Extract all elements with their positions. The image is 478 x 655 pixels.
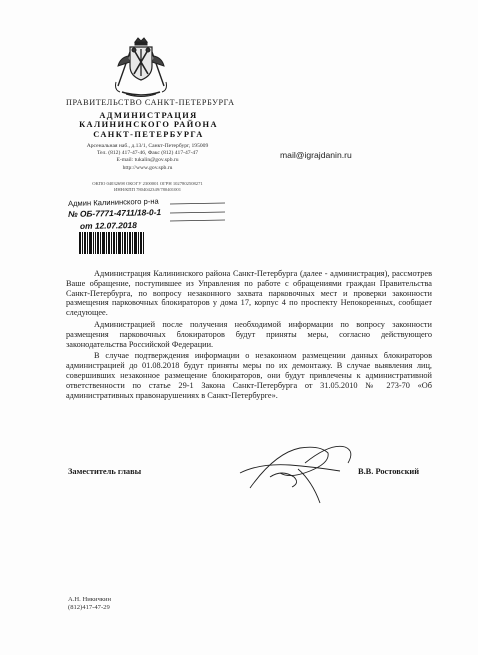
- body-paragraph-1: Администрация Калининского района Санкт-Петербурга (далее - администрация), рассмотрев Ваше обращение, поступившее из Управления по работе с обращениями граждан Правительства Санкт-Петербурга, по вопросу незаконного захвата парковочных мест и проверки законности размещения парковочных блокираторов у дома 17, корпус 4 по проспекту Непокоренных, сообщает следующее.: [66, 269, 432, 318]
- contact-block: [60, 143, 235, 172]
- admin-title-line1: АДМИНИСТРАЦИЯ: [99, 111, 198, 120]
- requisites-block: [60, 181, 235, 194]
- body-paragraph-2: Администрацией после получения необходимой информации по вопросу законности размещения парковочных блокираторов будут приняты меры, согласно действующего законодательства Российской Федерации.: [66, 319, 432, 349]
- signatory-name: В.В. Ростовский: [358, 467, 420, 476]
- address-line: Арсенальная наб., д.13/1, Санкт-Петербург, 195009: [86, 143, 209, 149]
- stamp-number: № ОБ-7771-4711/18-0-1: [67, 207, 162, 219]
- okpo-line: ОКПО 04032698 ОКОГУ 2300001 ОГРН 1027802508271: [92, 181, 203, 186]
- coat-of-arms-icon: [108, 36, 174, 100]
- stamp-date: от 12.07.2018: [79, 220, 137, 231]
- barcode-icon: [79, 232, 144, 254]
- administration-title: [66, 111, 231, 139]
- blank-lines-icon: [170, 201, 225, 223]
- email-line: E-mail: tukalin@gov.spb.ru: [116, 157, 179, 164]
- signatory-position: Заместитель главы: [68, 467, 142, 476]
- stamp-office: Админ Калининского р-на: [67, 196, 159, 208]
- executor-phone: (812)417-47-29: [68, 604, 110, 611]
- inn-line: ИНН/КПП 7804042349/780401001: [114, 187, 181, 193]
- executor-name: А.Н. Никичкин: [68, 596, 112, 603]
- website-line: http://www.gov.spb.ru: [122, 164, 173, 171]
- recipient-email: mail@igrajdanin.ru: [280, 150, 352, 160]
- government-title: ПРАВИТЕЛЬСТВО САНКТ-ПЕТЕРБУРГА: [66, 98, 235, 107]
- phone-fax-line: Тел. (812) 417-47-46, Факс (812) 417-47-47: [96, 150, 199, 157]
- handwritten-signature-icon: [220, 433, 370, 508]
- body-paragraph-3: В случае подтверждения информации о незаконном размещении данных блокираторов администрацией до 01.08.2018 будут приняты меры по их демонтажу. В случае выявления лиц, совершивших незаконное размещение блокираторов, они будут привлечены к административной ответственности по статье 29-1 Закона Санкт-Петербурга от 31.05.2010 № 273-70 «Об административных правонарушениях в Санкт-Петербурге».: [66, 351, 432, 400]
- admin-title-line3: САНКТ-ПЕТЕРБУРГА: [93, 129, 204, 139]
- letter-body: [66, 269, 432, 400]
- admin-title-line2: КАЛИНИНСКОГО РАЙОНА: [79, 120, 218, 130]
